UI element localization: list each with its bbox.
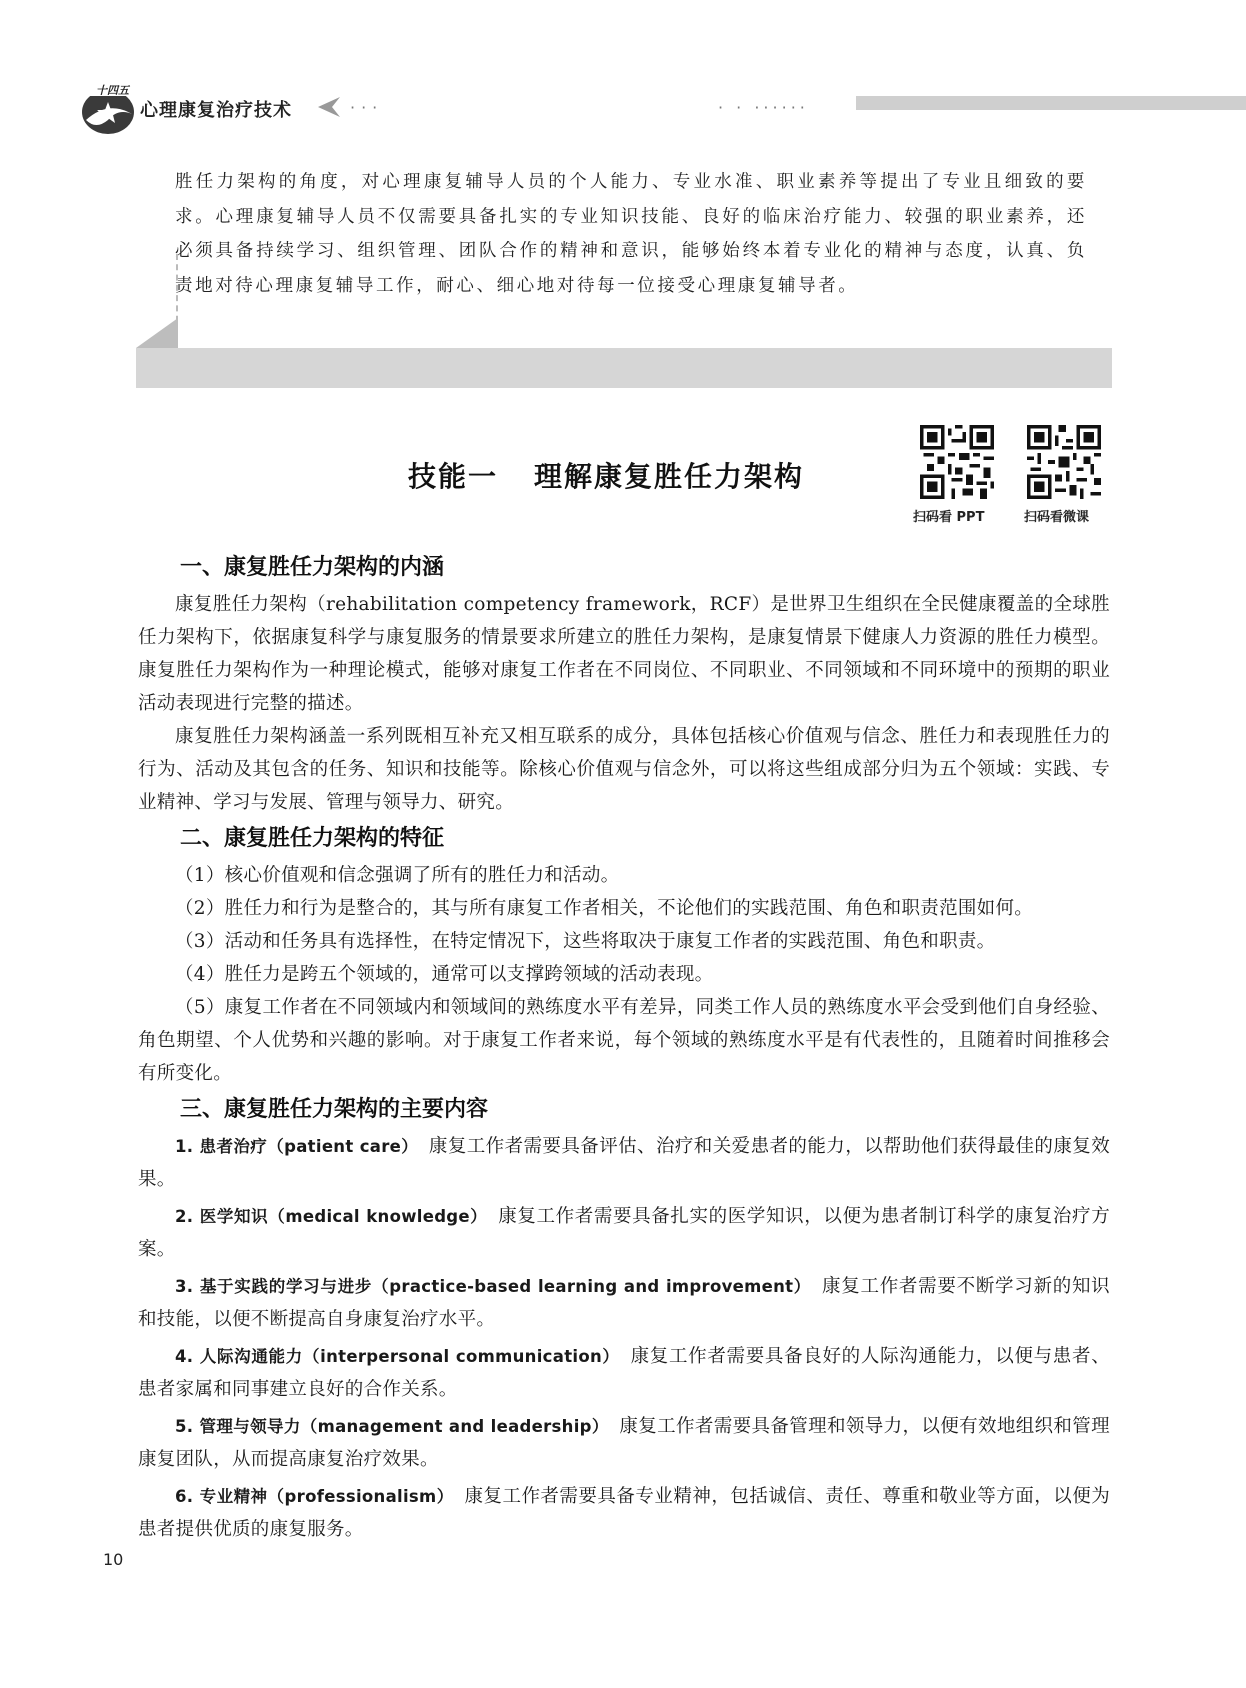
- arrow-left-icon: [318, 97, 340, 117]
- content-item-text: 康复工作者需要具备管理和领导力，以便有效地组织和管理康复团队，从而提高康复治疗效果。: [138, 1416, 1110, 1470]
- content-item: [138, 1340, 1110, 1406]
- fold-corner-icon: [136, 318, 178, 348]
- logo-text: 十四五: [96, 84, 129, 97]
- list-item: （4）胜任力是跨五个领域的，通常可以支撑跨领域的活动表现。: [175, 964, 714, 985]
- content-item-lead: 4. 人际沟通能力（interpersonal communication）: [175, 1347, 612, 1366]
- paragraph: 康复胜任力架构（rehabilitation competency framework，RCF）是世界卫生组织在全民健康覆盖的全球胜任力架构下，依据康复科学与康复服务的情景要求所建立的胜任力架构，是康复情景下健康人力资源的胜任力模型。康复胜任力架构作为一种理论模式，能够对康复工作者在不同岗位、不同职业、不同领域和不同环境中的预期的职业活动表现进行完整的描述。: [138, 594, 1110, 714]
- header-bar: [856, 96, 1246, 110]
- skill-number: 技能一: [408, 460, 499, 493]
- list-item: （1）核心价值观和信念强调了所有的胜任力和活动。: [175, 865, 620, 886]
- content-item-lead: 6. 专业精神（professionalism）: [175, 1487, 446, 1506]
- series-logo: [78, 80, 138, 138]
- content-item: [138, 1410, 1110, 1476]
- section-divider-band: [136, 348, 1112, 388]
- intro-box: [175, 165, 1087, 303]
- list-item: （5）康复工作者在不同领域内和领域间的熟练度水平有差异，同类工作人员的熟练度水平会受到他们自身经验、角色期望、个人优势和兴趣的影响。对于康复工作者来说，每个领域的熟练度水平是有代表性的，且随着时间推移会有所变化。: [138, 997, 1110, 1084]
- paragraph: 康复胜任力架构涵盖一系列既相互补充又相互联系的成分，具体包括核心价值观与信念、胜任力和表现胜任力的行为、活动及其包含的任务、知识和技能等。除核心价值观与信念外，可以将这些组成部分归为五个领域：实践、专业精神、学习与发展、管理与领导力、研究。: [138, 726, 1110, 813]
- section-heading-2: 二、康复胜任力架构的特征: [180, 826, 445, 851]
- header-dots-left: ···: [350, 98, 384, 117]
- section-heading-1: 一、康复胜任力架构的内涵: [180, 555, 445, 580]
- list-item: （2）胜任力和行为是整合的，其与所有康复工作者相关，不论他们的实践范围、角色和职责范围如何。: [175, 898, 1034, 919]
- list-item: （3）活动和任务具有选择性，在特定情况下，这些将取决于康复工作者的实践范围、角色和职责。: [175, 931, 996, 952]
- skill-name: 理解康复胜任力架构: [534, 460, 805, 493]
- content-item: [138, 1200, 1110, 1266]
- header-dots-right: · · ······: [718, 98, 809, 117]
- section-heading-3: 三、康复胜任力架构的主要内容: [180, 1097, 489, 1122]
- content-item-lead: 1. 患者治疗（patient care）: [175, 1137, 410, 1156]
- page-number: 10: [103, 1550, 124, 1569]
- qr-caption-ppt: 扫码看 PPT: [913, 510, 985, 525]
- content-item: [138, 1480, 1110, 1546]
- skill-title: [408, 455, 804, 495]
- content-item: [138, 1130, 1110, 1196]
- book-title: 心理康复治疗技术: [140, 100, 292, 121]
- intro-text: 胜任力架构的角度，对心理康复辅导人员的个人能力、专业水准、职业素养等提出了专业且细致的要求。心理康复辅导人员不仅需要具备扎实的专业知识技能、良好的临床治疗能力、较强的职业素养，还必须具备持续学习、组织管理、团队合作的精神和意识，能够始终本着专业化的精神与态度，认真、负责地对待心理康复辅导工作，耐心、细心地对待每一位接受心理康复辅导者。: [175, 172, 1087, 296]
- content-item-text: 康复工作者需要不断学习新的知识和技能，以便不断提高自身康复治疗水平。: [138, 1276, 1110, 1330]
- qr-code-ppt-icon[interactable]: [920, 425, 994, 499]
- qr-code-microclass-icon[interactable]: [1027, 425, 1101, 499]
- main-content: [138, 548, 1110, 1550]
- content-item: [138, 1270, 1110, 1336]
- content-item-lead: 3. 基于实践的学习与进步（practice-based learning and improvement）: [175, 1277, 803, 1296]
- content-item-text: 康复工作者需要具备良好的人际沟通能力，以便与患者、患者家属和同事建立良好的合作关系。: [138, 1346, 1110, 1400]
- content-item-lead: 5. 管理与领导力（management and leadership）: [175, 1417, 601, 1436]
- content-item-text: 康复工作者需要具备扎实的医学知识，以便为患者制订科学的康复治疗方案。: [138, 1206, 1110, 1260]
- content-item-text: 康复工作者需要具备专业精神，包括诚信、责任、尊重和敬业等方面，以便为患者提供优质的康复服务。: [138, 1486, 1110, 1540]
- content-item-text: 康复工作者需要具备评估、治疗和关爱患者的能力，以帮助他们获得最佳的康复效果。: [138, 1136, 1110, 1190]
- content-item-lead: 2. 医学知识（medical knowledge）: [175, 1207, 480, 1226]
- qr-caption-microclass: 扫码看微课: [1024, 510, 1090, 525]
